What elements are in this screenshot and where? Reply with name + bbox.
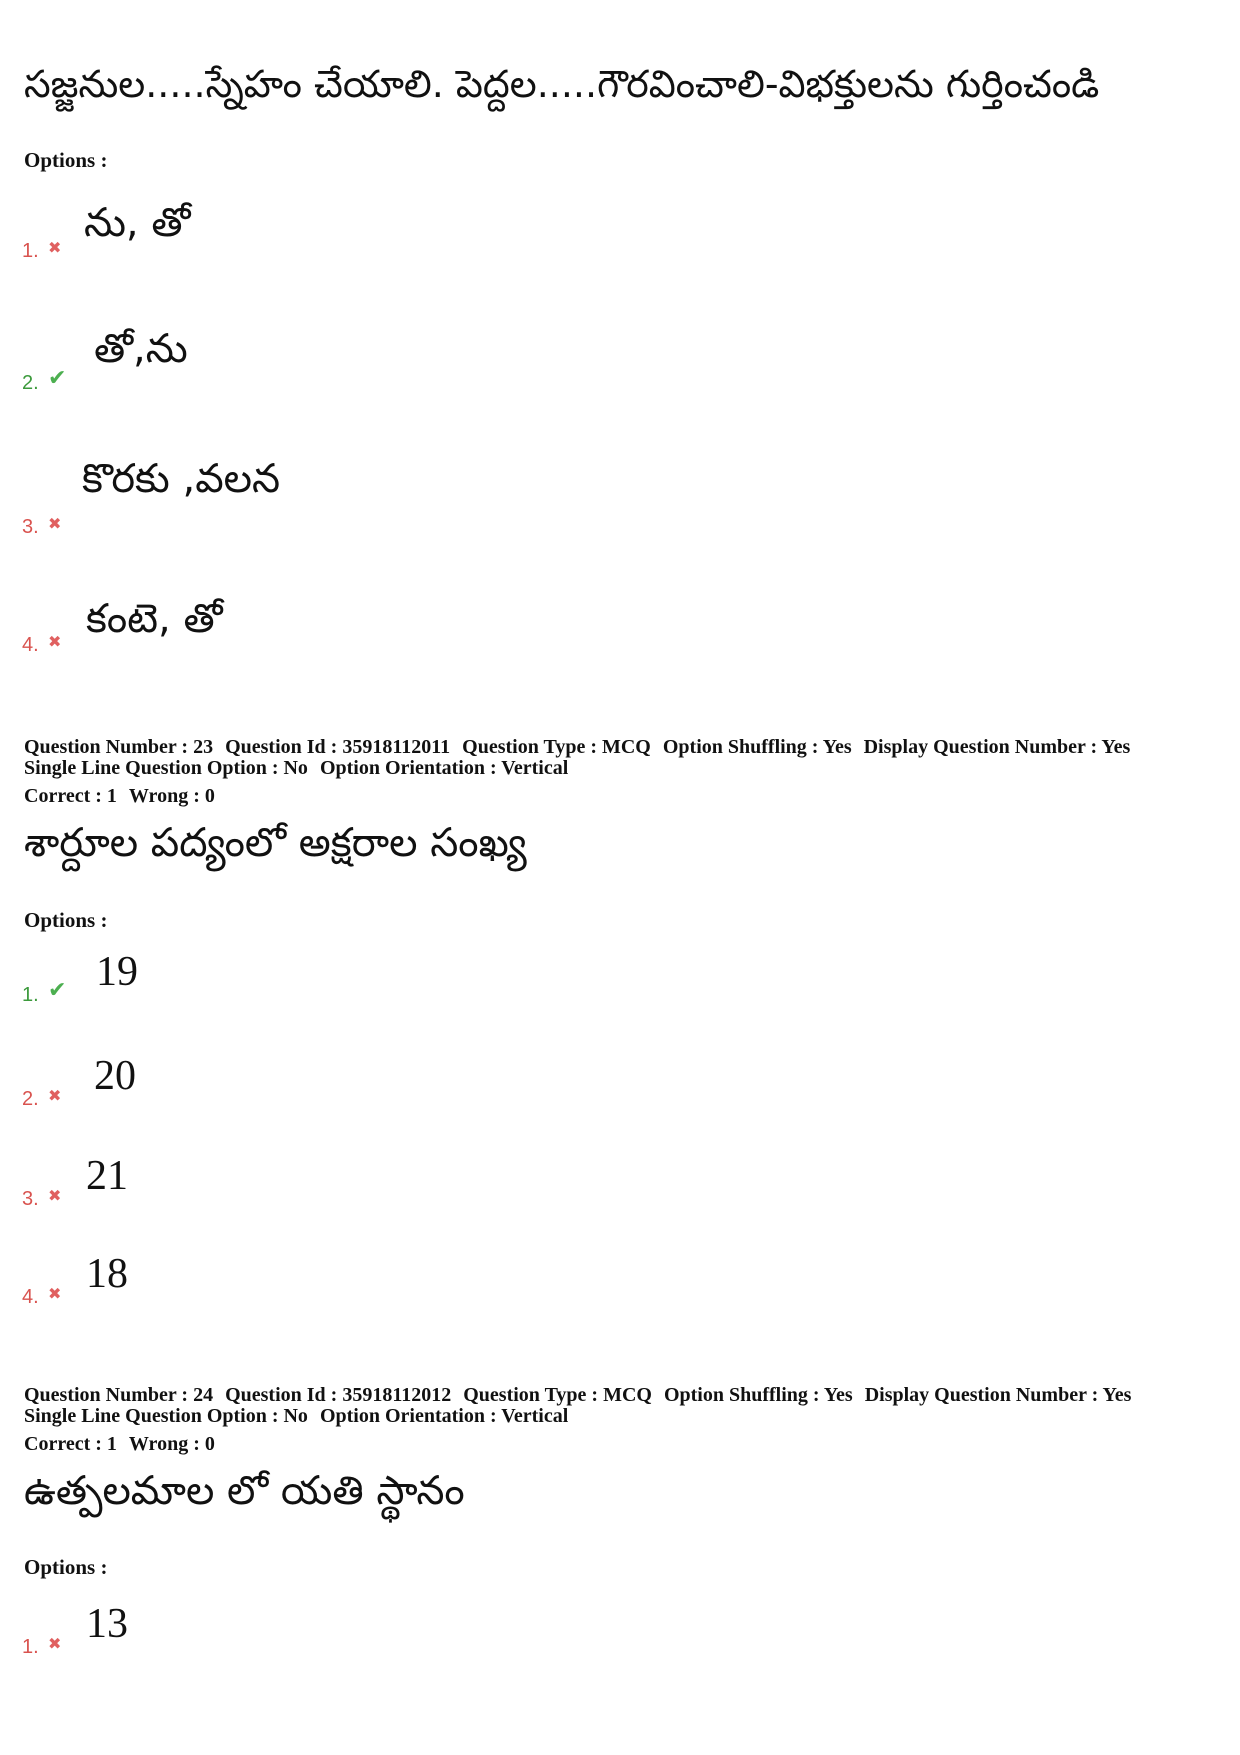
option-text: 13: [86, 1601, 128, 1647]
option-item[interactable]: [22, 1152, 622, 1222]
question-meta: [24, 737, 1142, 758]
correct-check-icon: ✔: [48, 978, 67, 1003]
option-number: 3.: [22, 1188, 39, 1210]
option-number: 1.: [22, 240, 39, 262]
options-label: Options :: [24, 908, 108, 932]
wrong-mark-icon: ✖: [48, 632, 62, 651]
meta-question-type: Question Type : MCQ: [463, 1384, 652, 1406]
option-item[interactable]: [22, 1600, 622, 1670]
question-meta: [24, 758, 580, 779]
option-number: 3.: [22, 516, 39, 538]
option-text: 19: [96, 949, 138, 995]
meta-correct: Correct : 1: [24, 1433, 117, 1455]
option-number: 4.: [22, 1286, 39, 1308]
option-item[interactable]: [22, 200, 622, 270]
meta-orientation: Option Orientation : Vertical: [319, 1405, 569, 1427]
wrong-mark-icon: ✖: [48, 1284, 62, 1303]
option-number: 4.: [22, 634, 39, 656]
wrong-mark-icon: ✖: [48, 1634, 62, 1653]
option-item[interactable]: [22, 1052, 622, 1122]
meta-question-id: Question Id : 35918112012: [225, 1384, 452, 1406]
wrong-mark-icon: ✖: [48, 1086, 62, 1105]
option-number: 2.: [22, 372, 39, 394]
wrong-mark-icon: ✖: [48, 514, 62, 533]
meta-question-id: Question Id : 35918112011: [225, 736, 451, 758]
meta-single-line: Single Line Question Option : No: [24, 1405, 308, 1427]
question-meta: [24, 1406, 580, 1427]
option-text: ను, తో: [84, 200, 191, 246]
wrong-mark-icon: ✖: [48, 1186, 62, 1205]
question-meta: [24, 786, 227, 807]
meta-option-shuffling: Option Shuffling : Yes: [663, 1384, 853, 1406]
option-text: 21: [86, 1153, 128, 1199]
meta-wrong: Wrong : 0: [128, 785, 215, 807]
meta-option-shuffling: Option Shuffling : Yes: [662, 736, 852, 758]
options-label: Options :: [24, 1555, 108, 1579]
option-item[interactable]: [22, 1250, 622, 1320]
question-text: శార్దూల పద్యంలో అక్షరాల సంఖ్య: [24, 820, 527, 866]
meta-question-number: Question Number : 23: [24, 736, 214, 758]
options-label: Options :: [24, 148, 108, 172]
option-text: తో,ను: [94, 326, 188, 372]
option-text: కంటె, తో: [86, 596, 223, 642]
meta-display-number: Display Question Number : Yes: [864, 1384, 1132, 1406]
correct-check-icon: ✔: [48, 366, 67, 391]
question-meta: [24, 1385, 1143, 1406]
meta-correct: Correct : 1: [24, 785, 117, 807]
meta-display-number: Display Question Number : Yes: [863, 736, 1131, 758]
meta-wrong: Wrong : 0: [128, 1433, 215, 1455]
option-item[interactable]: [22, 948, 622, 1018]
option-item[interactable]: [22, 596, 622, 666]
question-text: సజ్జనుల.....స్నేహం చేయాలి. పెద్దల.....గౌరవించాలి-విభక్తులను గుర్తించండి: [24, 62, 1100, 106]
option-text: 20: [94, 1053, 136, 1099]
question-text: ఉత్పలమాల లో యతి స్థానం: [24, 1468, 465, 1514]
meta-orientation: Option Orientation : Vertical: [319, 757, 569, 779]
option-text: 18: [86, 1251, 128, 1297]
option-number: 1.: [22, 1636, 39, 1658]
question-meta: [24, 1434, 227, 1455]
meta-single-line: Single Line Question Option : No: [24, 757, 308, 779]
meta-question-number: Question Number : 24: [24, 1384, 214, 1406]
option-item[interactable]: [22, 456, 622, 538]
option-number: 2.: [22, 1088, 39, 1110]
wrong-mark-icon: ✖: [48, 238, 62, 257]
meta-question-type: Question Type : MCQ: [462, 736, 651, 758]
option-item[interactable]: [22, 326, 622, 396]
option-number: 1.: [22, 984, 39, 1006]
option-text: కొరకు ,వలన: [82, 456, 281, 502]
